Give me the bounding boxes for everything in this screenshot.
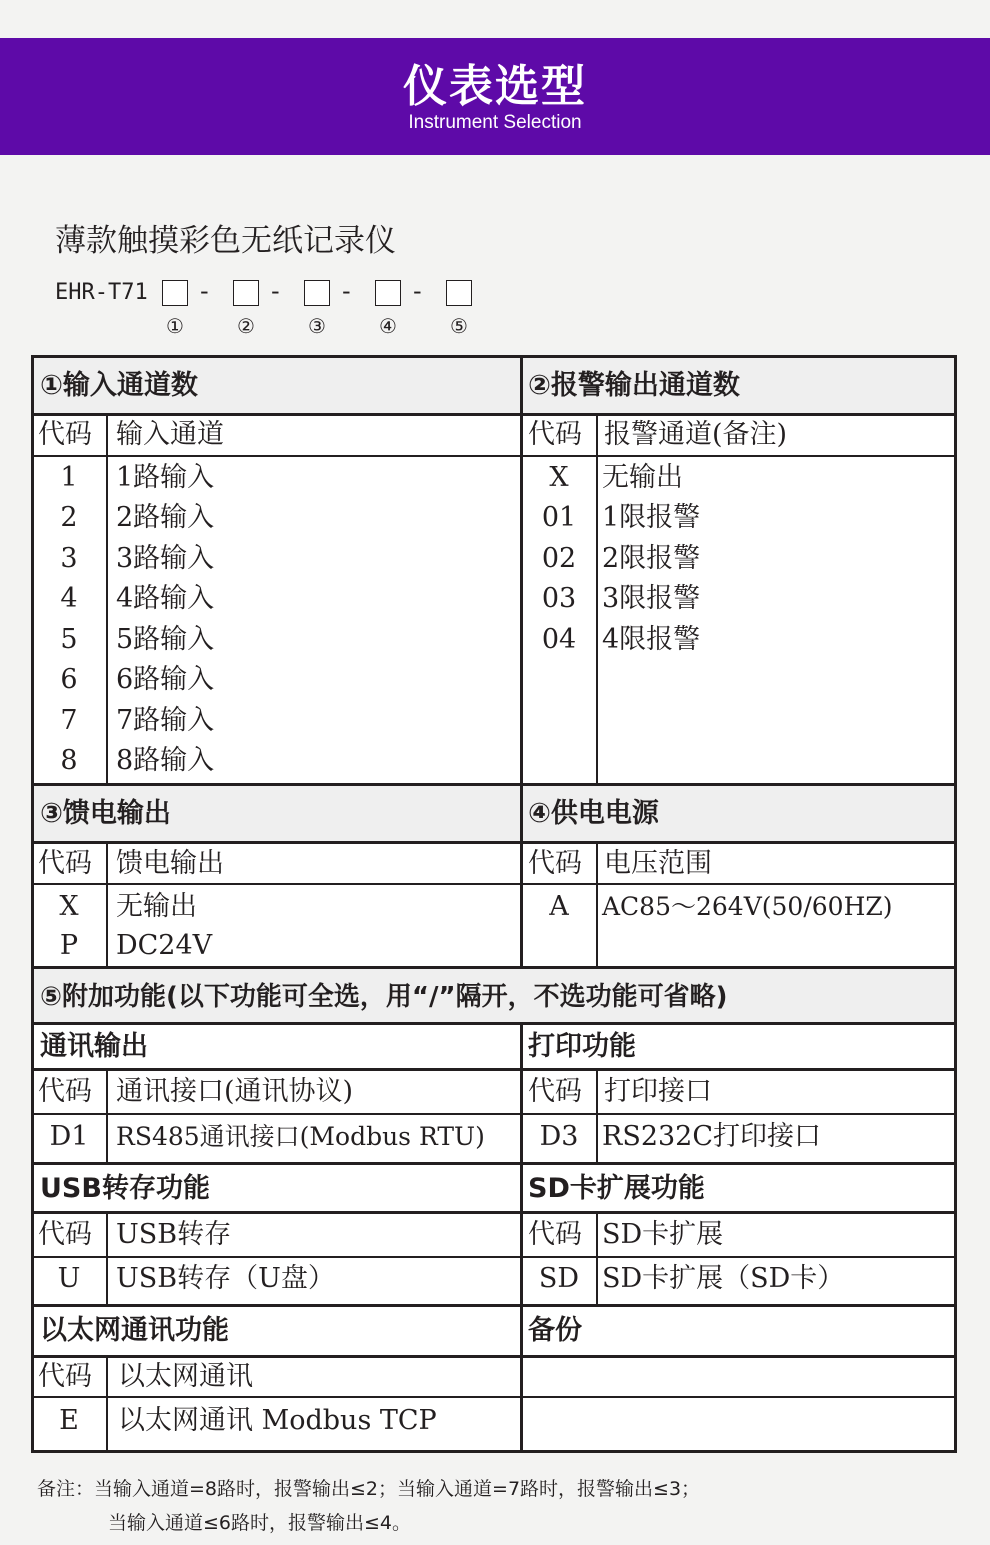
- model-code: [55, 277, 148, 309]
- feed-code: P: [59, 930, 79, 961]
- code-column-header: 代码: [528, 848, 582, 879]
- alarm-desc: 无输出: [602, 462, 683, 493]
- input-desc: 1路输入: [116, 462, 215, 493]
- comm-column-header: 通讯接口(通讯协议): [116, 1076, 354, 1107]
- position-marker: ④: [379, 314, 397, 338]
- alarm-desc: 4限报警: [602, 624, 701, 655]
- input-code: 8: [60, 745, 78, 776]
- power-desc: AC85～264V(50/60HZ): [602, 892, 893, 921]
- model-separator: -: [271, 277, 280, 305]
- usb-desc: USB转存（U盘）: [116, 1263, 335, 1294]
- alarm-column-header: 报警通道(备注): [604, 419, 788, 450]
- code-column-header: 代码: [38, 1361, 92, 1392]
- model-separator: -: [342, 277, 351, 305]
- model-prefix: EHR-T71: [55, 280, 148, 305]
- power-section-title: ④供电电源: [528, 798, 659, 829]
- model-separator: -: [200, 277, 209, 305]
- print-code: D3: [539, 1121, 579, 1152]
- model-slot-4: [375, 280, 401, 306]
- alarm-code: 03: [541, 583, 577, 614]
- alarm-section-title: ②报警输出通道数: [528, 370, 740, 401]
- alarm-code: 01: [541, 502, 577, 533]
- selection-table: [31, 355, 957, 1453]
- position-marker: ⑤: [450, 314, 468, 338]
- code-column-header: 代码: [528, 1076, 582, 1107]
- power-column-header: 电压范围: [604, 848, 712, 879]
- input-code: 5: [60, 624, 78, 655]
- feed-column-header: 馈电输出: [116, 848, 224, 879]
- ethernet-column-header: 以太网通讯: [118, 1361, 253, 1392]
- print-desc: RS232C打印接口: [602, 1121, 822, 1152]
- feed-desc: 无输出: [116, 891, 197, 922]
- input-section-title: ①输入通道数: [40, 370, 198, 401]
- input-code: 1: [60, 462, 78, 493]
- input-desc: 2路输入: [116, 502, 215, 533]
- comm-desc: RS485通讯接口(Modbus RTU): [116, 1122, 485, 1151]
- alarm-desc: 3限报警: [602, 583, 701, 614]
- code-column-header: 代码: [38, 1219, 92, 1250]
- comm-title: 通讯输出: [40, 1031, 148, 1062]
- backup-title: 备份: [528, 1315, 582, 1346]
- feed-code: X: [59, 891, 79, 922]
- usb-code: U: [57, 1263, 81, 1294]
- ethernet-desc: 以太网通讯 Modbus TCP: [118, 1405, 437, 1436]
- alarm-code: X: [549, 462, 569, 493]
- alarm-code: 02: [541, 543, 577, 574]
- usb-column-header: USB转存: [116, 1219, 232, 1250]
- position-marker: ①: [166, 314, 184, 338]
- print-column-header: 打印接口: [604, 1076, 712, 1107]
- header-banner: [0, 38, 990, 155]
- input-desc: 3路输入: [116, 543, 215, 574]
- sd-code: SD: [538, 1263, 580, 1294]
- ethernet-title: 以太网通讯功能: [40, 1315, 229, 1346]
- feed-section-title: ③馈电输出: [40, 798, 171, 829]
- position-marker: ②: [237, 314, 255, 338]
- alarm-desc: 2限报警: [602, 543, 701, 574]
- usb-title: USB转存功能: [40, 1173, 210, 1204]
- print-title: 打印功能: [528, 1031, 636, 1062]
- alarm-code: 04: [541, 624, 577, 655]
- ethernet-code: E: [59, 1405, 79, 1436]
- footnote-line-2: 当输入通道≤6路时，报警输出≤4。: [108, 1512, 412, 1534]
- code-column-header: 代码: [528, 1219, 582, 1250]
- input-desc: 7路输入: [116, 705, 215, 736]
- code-column-header: 代码: [38, 848, 92, 879]
- input-code: 3: [60, 543, 78, 574]
- extra-section-title: ⑤附加功能(以下功能可全选，用“/”隔开，不选功能可省略): [40, 982, 728, 1012]
- input-column-header: 输入通道: [116, 419, 224, 450]
- input-desc: 6路输入: [116, 664, 215, 695]
- input-desc: 5路输入: [116, 624, 215, 655]
- footnote-line-1: 备注：当输入通道=8路时，报警输出≤2；当输入通道=7路时，报警输出≤3；: [37, 1478, 701, 1500]
- input-code: 2: [60, 502, 78, 533]
- sd-desc: SD卡扩展（SD卡）: [602, 1263, 845, 1294]
- input-code: 7: [60, 705, 78, 736]
- model-slot-1: [162, 280, 188, 306]
- product-name: 薄款触摸彩色无纸记录仪: [55, 223, 396, 259]
- sd-column-header: SD卡扩展: [602, 1219, 724, 1250]
- alarm-desc: 1限报警: [602, 502, 701, 533]
- input-desc: 4路输入: [116, 583, 215, 614]
- page-subtitle: Instrument Selection: [408, 112, 582, 133]
- code-column-header: 代码: [38, 419, 92, 450]
- input-code: 6: [60, 664, 78, 695]
- comm-code: D1: [49, 1121, 89, 1152]
- code-column-header: 代码: [528, 419, 582, 450]
- power-code: A: [549, 891, 569, 922]
- input-desc: 8路输入: [116, 745, 215, 776]
- code-column-header: 代码: [38, 1076, 92, 1107]
- input-code: 4: [60, 583, 78, 614]
- feed-desc: DC24V: [116, 930, 213, 961]
- sd-title: SD卡扩展功能: [528, 1173, 705, 1204]
- model-slot-2: [233, 280, 259, 306]
- model-slot-5: [446, 280, 472, 306]
- model-slot-3: [304, 280, 330, 306]
- position-marker: ③: [308, 314, 326, 338]
- model-separator: -: [413, 277, 422, 305]
- page-title: 仪表选型: [403, 61, 587, 112]
